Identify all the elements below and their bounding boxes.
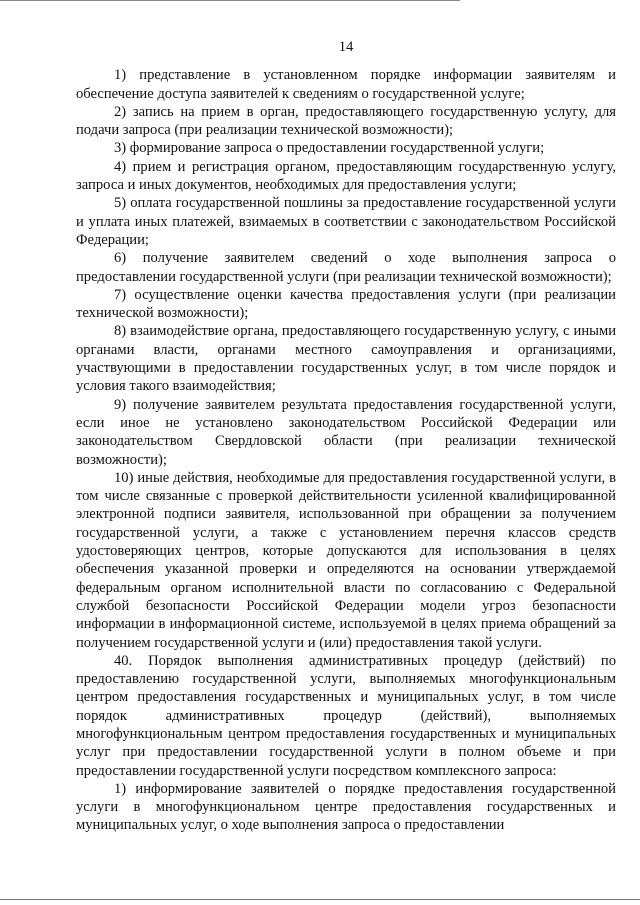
paragraph-item-7: 7) осуществление оценки качества предоставления услуги (при реализации технической возможности); <box>76 286 616 322</box>
page-number: 14 <box>338 39 354 55</box>
paragraph-item-4: 4) прием и регистрация органом, предоставляющим государственную услугу, запроса и иных документов, необходимых для предоставления услуги; <box>76 158 616 194</box>
paragraph-item-6: 6) получение заявителем сведений о ходе выполнения запроса о предоставлении государственной услуги (при реализации технической возможности); <box>76 250 616 285</box>
top-rule <box>0 0 460 1</box>
paragraph-item-1: 1) представление в установленном порядке информации заявителям и обеспечение доступа заявителей к сведениям о государственной услуге; <box>76 67 616 102</box>
paragraph-item-5: 5) оплата государственной пошлины за предоставление государственной услуги и уплата иных платежей, взимаемых в соответствии с законодательством Российской Федерации; <box>76 195 616 248</box>
paragraph-section-40-item-1: 1) информирование заявителей о порядке предоставления государственной услуги в многофункциональном центре предоставления государственных и муниципальных услуг, о ходе выполнения запроса о предоставлении <box>76 780 616 834</box>
paragraph-item-9: 9) получение заявителем результата предоставления государственной услуги, если иное не установлено законодательством Российской Федерации или законодательством Свердловской области (при реализации технической возможности); <box>76 396 616 468</box>
paragraph-item-3: 3) формирование запроса о предоставлении государственной услуги; <box>114 140 545 157</box>
bottom-rule <box>0 899 640 900</box>
paragraph-item-10: 10) иные действия, необходимые для предоставления государственной услуги, в том числе связанные с проверкой действительности усиленной квалифицированной электронной подписи заявителя, использованной при обращении за получением государственной услуги, а также с установлением перечня классов средств удостоверяющих центров, которые допускаются для использования в целях обеспечения указанной проверки и определяются на основании утверждаемой федеральным органом исполнительной власти по согласованию с Федеральной службой безопасности Российской Федерации модели угроз безопасности информации в информационной системе, используемой в целях приема обращений за получением государственной услуги и (или) предоставления такой услуги. <box>76 469 616 651</box>
document-page <box>76 38 616 835</box>
paragraph-item-8: 8) взаимодействие органа, предоставляющего государственную услугу, с иными органами власти, органами местного самоуправления и организациями, участвующими в предоставлении государственных услуг, в том числе порядок и условия такого взаимодействия; <box>76 323 616 395</box>
paragraph-section-40: 40. Порядок выполнения административных процедур (действий) по предоставлению государственной услуги, выполняемых многофункциональным центром предоставления государственных и муниципальных услуг, в том числе порядок административных процедур (действий), выполняемых многофункциональным центром предоставления государственных и муниципальных услуг при предоставлении государственной услуги в полном объеме и при предоставлении государственной услуги посредством комплексного запроса: <box>76 652 616 779</box>
paragraph-item-2: 2) запись на прием в орган, предоставляющего государственную услугу, для подачи запроса (при реализации технической возможности); <box>76 103 616 139</box>
